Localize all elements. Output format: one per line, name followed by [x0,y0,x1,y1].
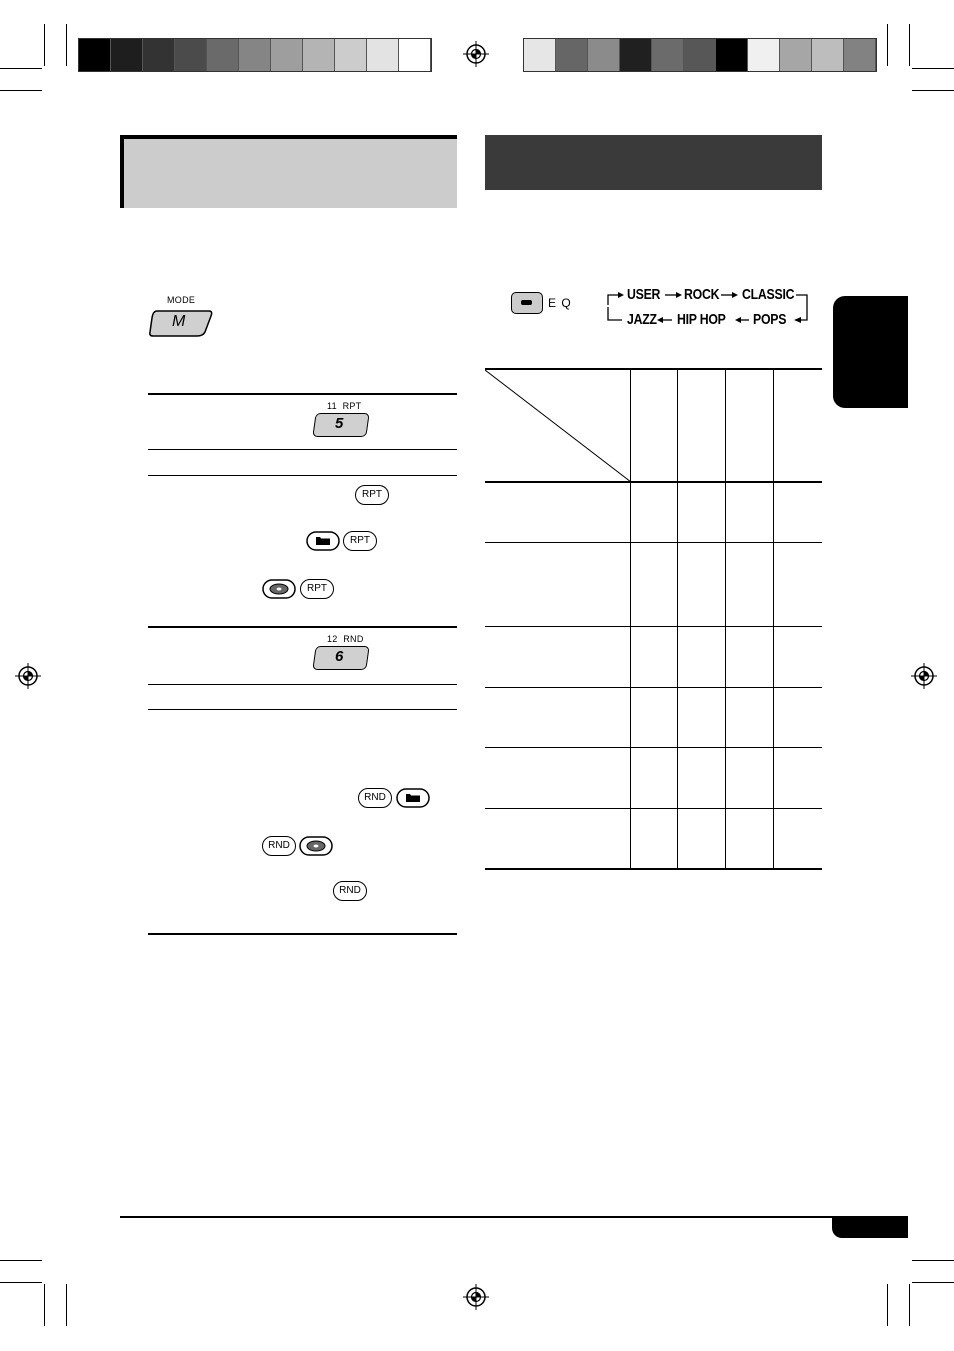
crop-mark [44,24,45,66]
crop-mark [887,24,888,66]
left-section-header [120,135,457,208]
crop-mark [66,24,67,66]
minus-button-icon [521,300,532,305]
divider [148,626,457,628]
divider [148,393,457,395]
crop-mark [912,90,954,91]
crop-mark [66,1284,67,1326]
sound-mode-table [485,368,822,870]
crop-mark [0,1260,42,1261]
eq-label: E Q [548,296,572,310]
repeat-button-number: 11 [327,401,337,411]
color-swatch [524,39,556,71]
disc-icon [299,836,333,856]
crop-mark [912,68,954,69]
color-swatch [780,39,812,71]
color-swatch [684,39,716,71]
right-section-header [485,135,822,190]
color-swatch [652,39,684,71]
table-column-rule [773,368,774,868]
table-row-rule [485,808,822,809]
color-swatch [111,39,143,71]
language-side-tab [833,296,908,408]
color-swatch [748,39,780,71]
divider [148,684,457,685]
random-button-caption [327,634,364,644]
registration-mark-icon [463,1284,489,1310]
color-swatch [844,39,876,71]
folder-icon [306,531,340,551]
disc-icon [262,579,296,599]
table-header-rule [485,481,822,483]
crop-mark [0,90,42,91]
divider [148,449,457,450]
crop-mark [909,1284,910,1326]
divider [148,933,457,935]
color-swatch [271,39,303,71]
table-column-rule [630,368,631,868]
color-swatch [812,39,844,71]
eq-mode-classic: CLASSIC [742,286,795,303]
crop-mark [0,68,42,69]
table-row-rule [485,687,822,688]
color-swatch [143,39,175,71]
crop-mark [0,1282,42,1283]
table-corner-diagonal [485,370,631,482]
table-column-rule [725,368,726,868]
eq-mode-user: USER [627,286,661,303]
rpt-indicator: RPT [355,485,389,505]
rnd-indicator: RND [262,836,296,856]
crop-mark [912,1260,954,1261]
color-calibration-bar-right [523,38,877,72]
color-swatch [207,39,239,71]
repeat-button-function: RPT [342,401,362,411]
rnd-indicator: RND [358,788,392,808]
color-swatch [335,39,367,71]
eq-mode-jazz: JAZZ [627,311,657,328]
table-bottom-rule [485,868,822,870]
crop-mark [912,1282,954,1283]
divider [148,475,457,476]
crop-mark [887,1284,888,1326]
color-swatch [367,39,399,71]
table-row-rule [485,747,822,748]
eq-button[interactable] [511,292,543,314]
color-swatch [303,39,335,71]
divider [148,709,457,710]
color-swatch [620,39,652,71]
mode-caption: MODE [167,295,196,305]
crop-mark [44,1284,45,1326]
random-button-function: RND [343,634,364,644]
color-calibration-bar-left [78,38,432,72]
registration-mark-icon [911,663,937,689]
eq-mode-hip-hop: HIP HOP [677,311,726,328]
mode-button-key: M [172,313,186,330]
random-button-key: 6 [335,648,344,665]
color-swatch [79,39,111,71]
color-swatch [588,39,620,71]
folder-icon [396,788,430,808]
random-button-number: 12 [327,634,338,644]
color-swatch [175,39,207,71]
eq-mode-pops: POPS [753,311,787,328]
color-swatch [239,39,271,71]
page-number-tab [832,1217,908,1238]
repeat-button-caption [327,401,361,411]
registration-mark-icon [15,663,41,689]
color-swatch [716,39,748,71]
rpt-indicator: RPT [343,531,377,551]
table-column-rule [677,368,678,868]
footer-rule [120,1216,908,1218]
table-row-rule [485,542,822,543]
color-swatch [399,39,431,71]
rpt-indicator: RPT [300,579,334,599]
color-swatch [556,39,588,71]
crop-mark [909,24,910,66]
registration-mark-icon [463,41,489,67]
eq-mode-rock: ROCK [684,286,720,303]
rnd-indicator: RND [333,881,367,901]
repeat-button-key: 5 [335,415,344,432]
table-row-rule [485,626,822,627]
